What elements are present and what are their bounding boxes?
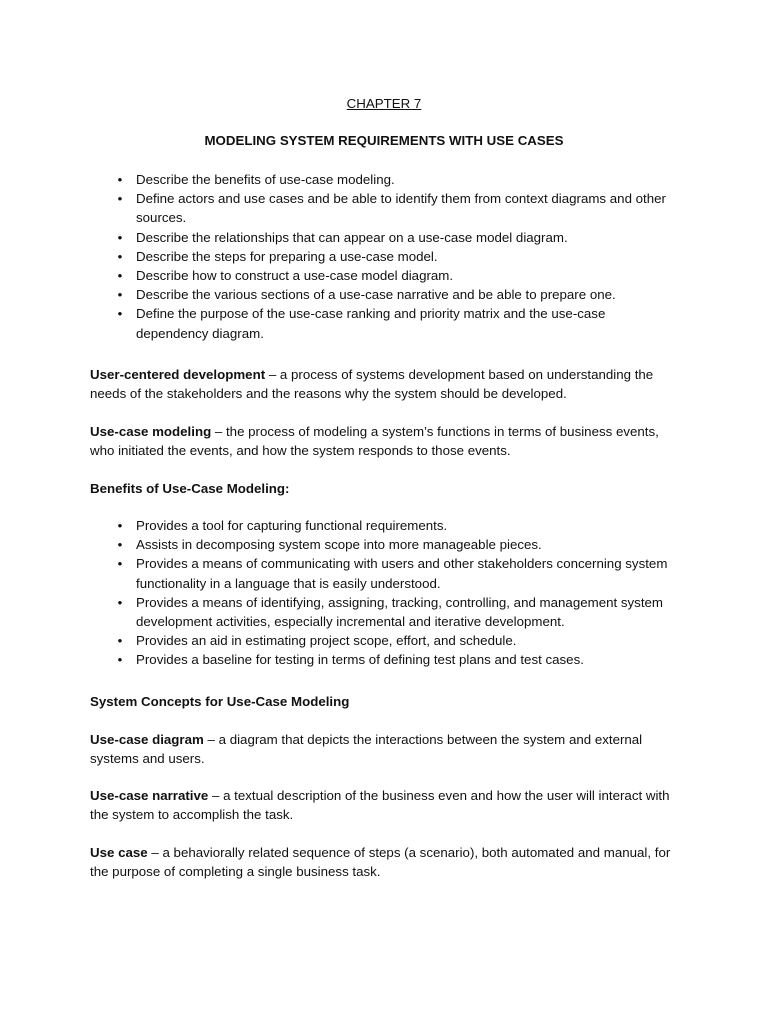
bullet-icon: • [117, 248, 123, 264]
definition-text: – a textual description of the business even and how the user will interact with the system to accomplish the task. [90, 788, 670, 822]
bullet-icon: • [117, 594, 123, 610]
list-item: • Provides a means of communicating with users and other stakeholders concerning system functionality in a language that is easily understood. [90, 554, 680, 592]
bullet-icon: • [117, 306, 123, 322]
benefits-list [90, 516, 680, 670]
definition-use-case-modeling [90, 422, 680, 460]
bullet-icon: • [117, 556, 123, 572]
definition-text: – a process of systems development based on understanding the needs of the stakeholders and the reasons why the system should be developed. [90, 367, 654, 401]
definition-use-case-narrative [90, 786, 680, 824]
chapter-label: CHAPTER 7 [346, 96, 422, 111]
definition-user-centered-development [90, 365, 680, 403]
objectives-list [90, 170, 680, 343]
benefits-heading: Benefits of Use-Case Modeling: [90, 481, 290, 496]
list-item: • Describe the relationships that can appear on a use-case model diagram. [90, 228, 680, 247]
list-item: • Provides a baseline for testing in terms of defining test plans and test cases. [90, 650, 680, 669]
bullet-icon: • [117, 191, 123, 207]
bullet-icon: • [117, 633, 123, 649]
list-item: • Describe the various sections of a use-case narrative and be able to prepare one. [90, 285, 680, 304]
list-item: • Describe how to construct a use-case model diagram. [90, 266, 680, 285]
bullet-icon: • [117, 268, 123, 284]
definition-term: Use-case modeling [90, 424, 212, 439]
list-item: • Define the purpose of the use-case ranking and priority matrix and the use-case dependency diagram. [90, 304, 680, 342]
bullet-icon: • [117, 537, 123, 553]
list-item: • Define actors and use cases and be able to identify them from context diagrams and other sources. [90, 189, 680, 227]
list-item: • Assists in decomposing system scope into more manageable pieces. [90, 535, 680, 554]
list-item: • Describe the steps for preparing a use-case model. [90, 247, 680, 266]
definition-term: Use case [90, 845, 148, 860]
list-item: • Provides a tool for capturing functional requirements. [90, 516, 680, 535]
list-item: • Provides an aid in estimating project scope, effort, and schedule. [90, 631, 680, 650]
chapter-title: MODELING SYSTEM REQUIREMENTS WITH USE CASES [204, 133, 564, 148]
bullet-icon: • [117, 518, 123, 533]
definition-text: – a behaviorally related sequence of steps (a scenario), both automated and manual, for the purpose of completing a single business task. [90, 845, 671, 879]
definition-text: – a diagram that depicts the interactions between the system and external systems and users. [90, 732, 643, 766]
definition-term: Use-case diagram [90, 732, 204, 747]
definition-use-case [90, 843, 680, 881]
definition-text: – the process of modeling a system’s functions in terms of business events, who initiated the events, and how the system responds to those events. [90, 424, 659, 458]
definition-term: Use-case narrative [90, 788, 209, 803]
bullet-icon: • [117, 652, 123, 668]
definition-use-case-diagram [90, 730, 680, 768]
list-item: • Provides a means of identifying, assigning, tracking, controlling, and management system development activities, especially incremental and iterative development. [90, 593, 680, 631]
bullet-icon: • [117, 229, 123, 245]
concepts-heading: System Concepts for Use-Case Modeling [90, 694, 350, 709]
definition-term: User-centered development [90, 367, 266, 382]
bullet-icon: • [117, 172, 123, 187]
list-item: • Describe the benefits of use-case modeling. [90, 170, 680, 189]
bullet-icon: • [117, 287, 123, 303]
